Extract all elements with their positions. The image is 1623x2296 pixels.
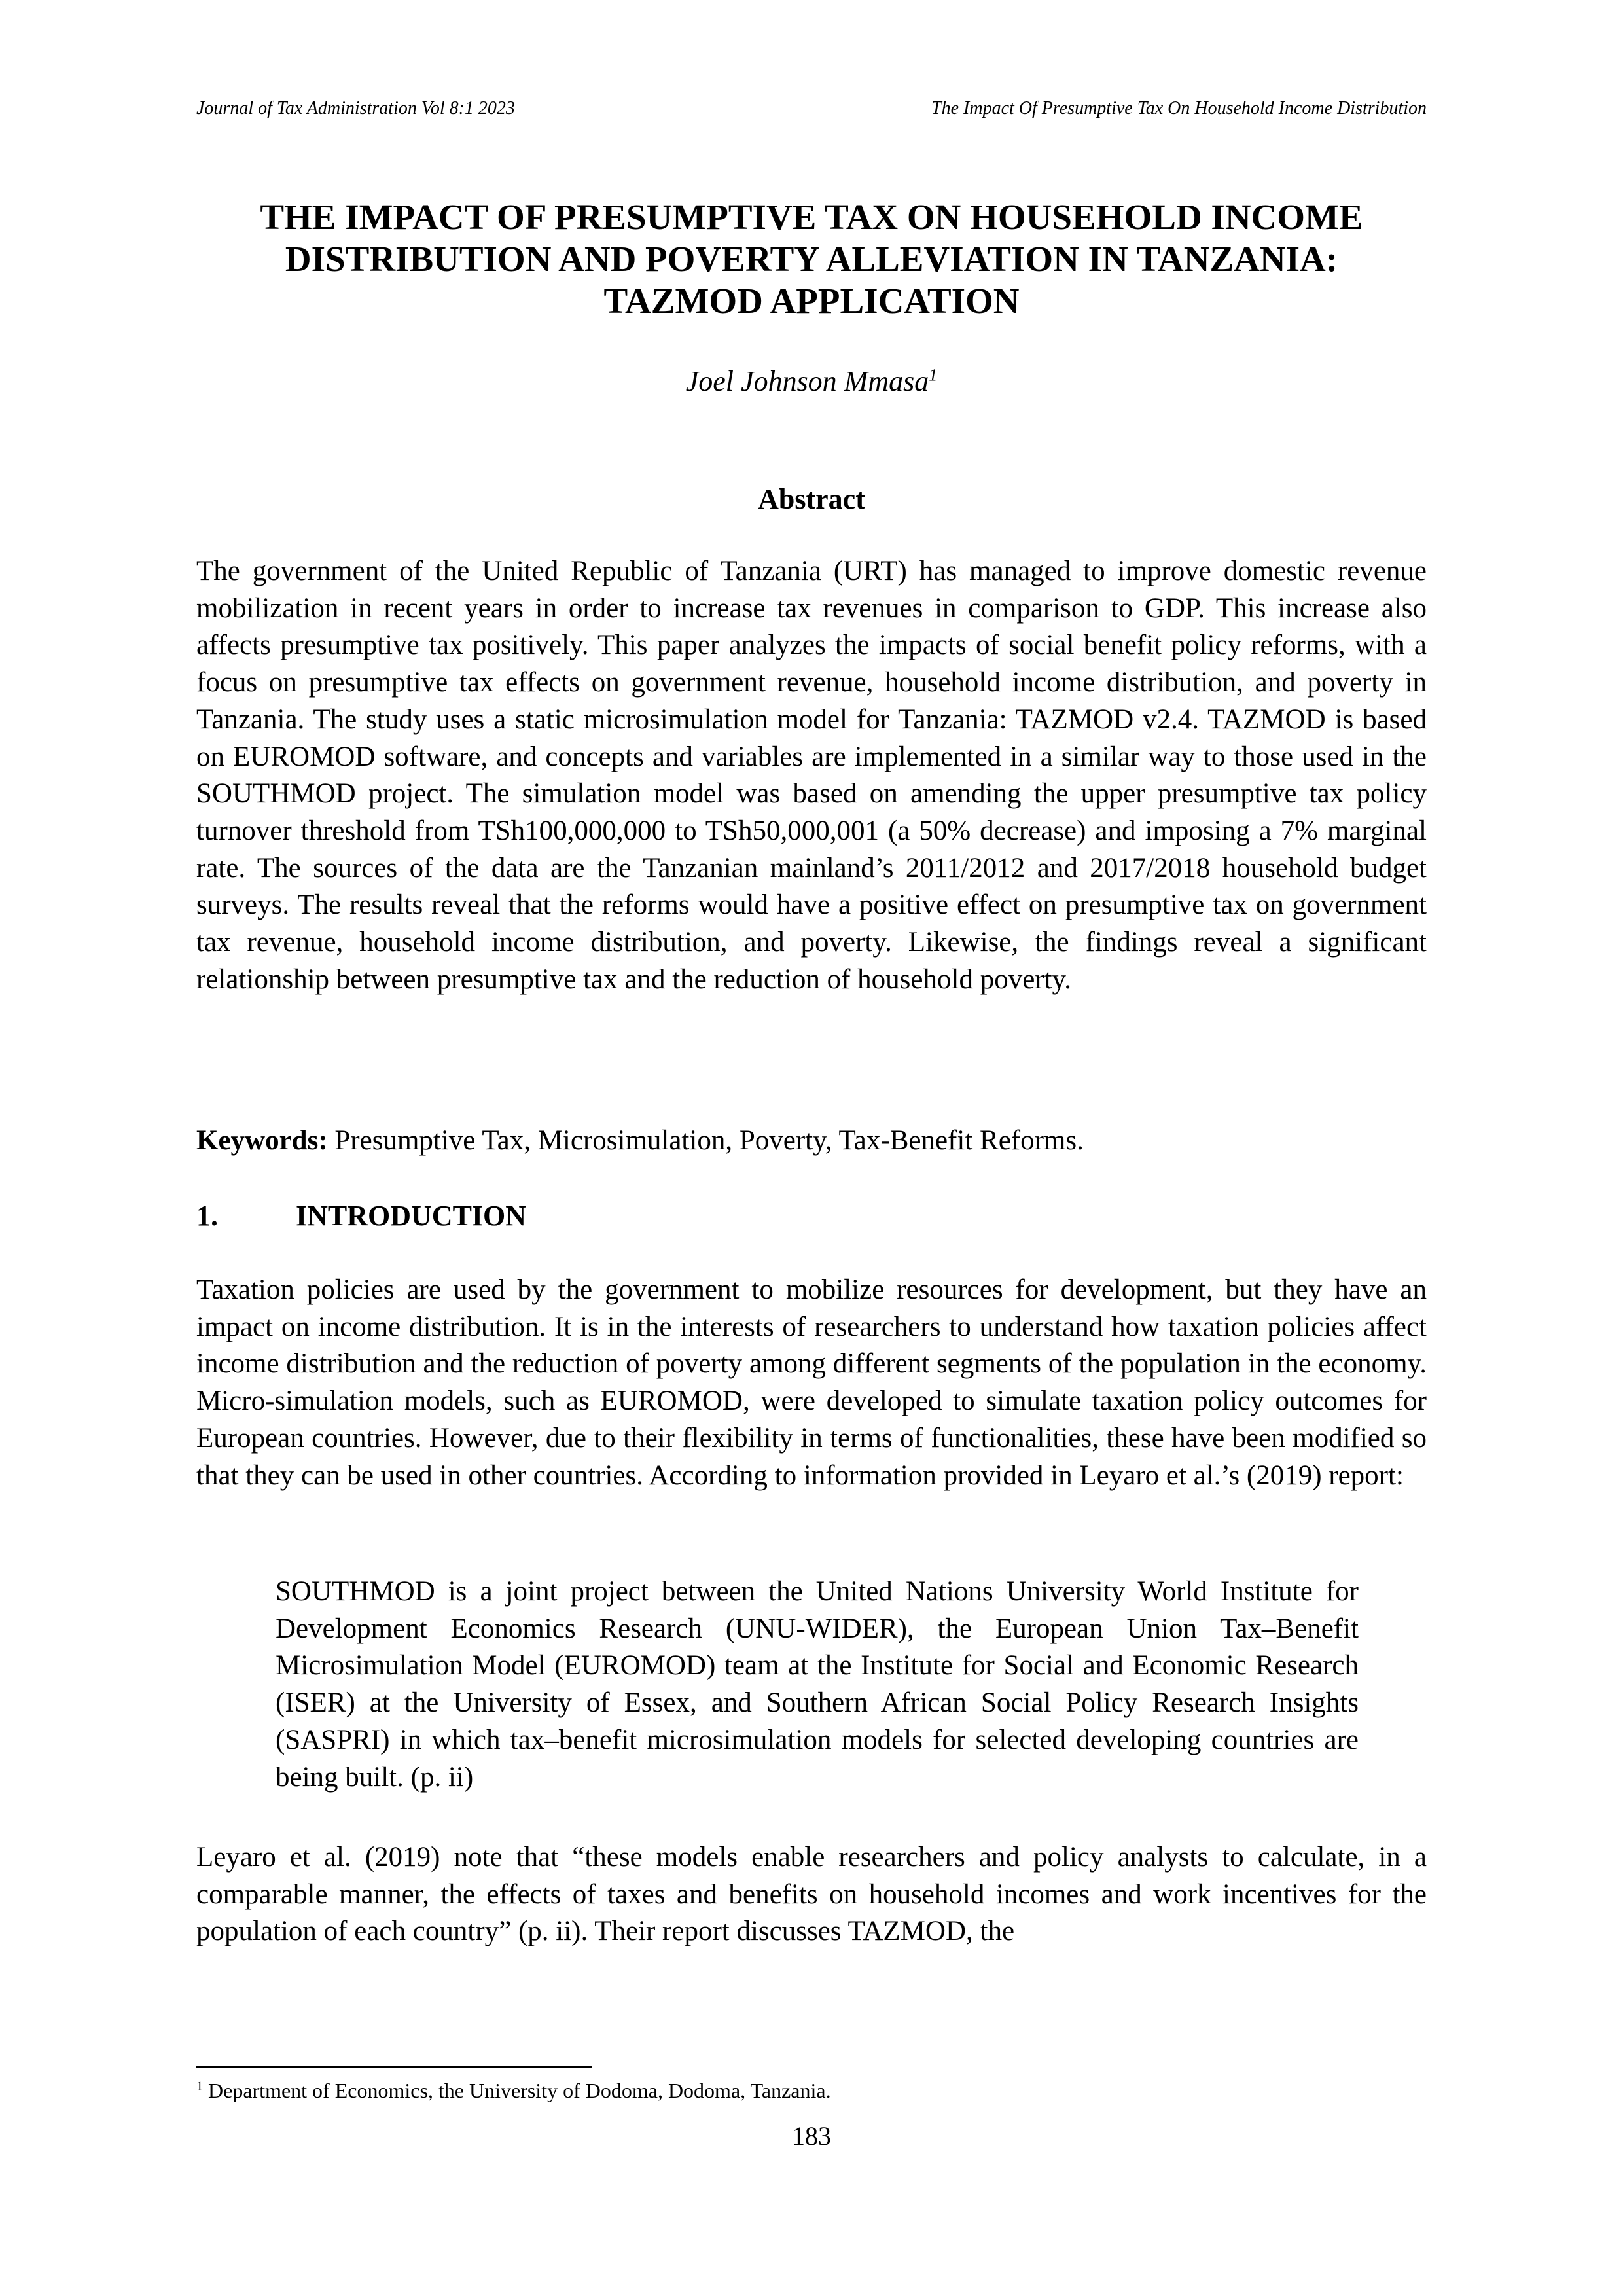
author-footnote-mark: 1 [929, 365, 938, 385]
footnote-text: Department of Economics, the University of Dodoma, Dodoma, Tanzania. [203, 2079, 831, 2102]
title-line: THE IMPACT OF PRESUMPTIVE TAX ON HOUSEHOLD INCOME [260, 197, 1363, 237]
keywords-list: Presumptive Tax, Microsimulation, Poverty, Tax-Benefit Reforms. [327, 1125, 1084, 1156]
keywords [196, 1122, 1427, 1160]
intro-paragraph: Leyaro et al. (2019) note that “these models enable researchers and policy analysts to calculate, in a comparable manner, the effects of taxes and benefits on household incomes and work incentives for the population of each country” (p. ii). Their report discusses TAZMOD, the [196, 1842, 1427, 1947]
footnote-mark: 1 [196, 2079, 203, 2094]
block-quote: SOUTHMOD is a joint project between the United Nations University World Institute for Development Economics Research (UNU-WIDER), the European Union Tax–Benefit Microsimulation Model (EUROMOD) team at the Institute for Social and Economic Research (ISER) at the University of Essex, and Southern African Social Policy Research Insights (SASPRI) in which tax–benefit microsimulation models for selected developing countries are being built. (p. ii) [276, 1576, 1359, 1793]
intro-paragraph: Taxation policies are used by the government to mobilize resources for development, but they have an impact on income distribution. It is in the interests of researchers to understand how taxation policies affect income distribution and the reduction of poverty among different segments of the population in the economy. Micro-simulation models, such as EUROMOD, were developed to simulate taxation policy outcomes for European countries. However, due to their flexibility in terms of functionalities, these have been modified so that they can be used in other countries. According to information provided in Leyaro et al.’s (2019) report: [196, 1274, 1427, 1491]
footnote-divider [196, 2066, 592, 2068]
author-line [196, 363, 1427, 400]
section-number: 1. [196, 1200, 218, 1232]
footnote [196, 2076, 1427, 2105]
title-line: DISTRIBUTION AND POVERTY ALLEVIATION IN TANZANIA: [285, 239, 1338, 279]
running-title: The Impact Of Presumptive Tax On Household Income Distribution [931, 98, 1427, 118]
journal-citation: Journal of Tax Administration Vol 8:1 2023 [196, 98, 515, 118]
keywords-label: Keywords: [196, 1125, 328, 1156]
section-title: INTRODUCTION [296, 1200, 527, 1232]
section-heading-introduction [196, 1198, 1427, 1234]
author-name: Joel Johnson Mmasa [685, 365, 929, 397]
abstract-heading: Abstract [758, 483, 865, 515]
abstract-text: The government of the United Republic of Tanzania (URT) has managed to improve domestic revenue mobilization in recent years in order to increase tax revenues in comparison to GDP. This increase also affects presumptive tax positively. This paper analyzes the impacts of social benefit policy reforms, with a focus on presumptive tax effects on government revenue, household income distribution, and poverty in Tanzania. The study uses a static microsimulation model for Tanzania: TAZMOD v2.4. TAZMOD is based on EUROMOD software, and concepts and variables are implemented in a similar way to those used in the SOUTHMOD project. The simulation model was based on amending the upper presumptive tax policy turnover threshold from TSh100,000,000 to TSh50,000,001 (a 50% decrease) and imposing a 7% marginal rate. The sources of the data are the Tanzanian mainland’s 2011/2012 and 2017/2018 household budget surveys. The results reveal that the reforms would have a positive effect on presumptive tax on government tax revenue, household income distribution, and poverty. Likewise, the findings reveal a significant relationship between presumptive tax and the reduction of household poverty. [196, 556, 1427, 995]
page-number: 183 [792, 2121, 831, 2151]
article-title [196, 196, 1427, 322]
title-line: TAZMOD APPLICATION [603, 281, 1020, 321]
